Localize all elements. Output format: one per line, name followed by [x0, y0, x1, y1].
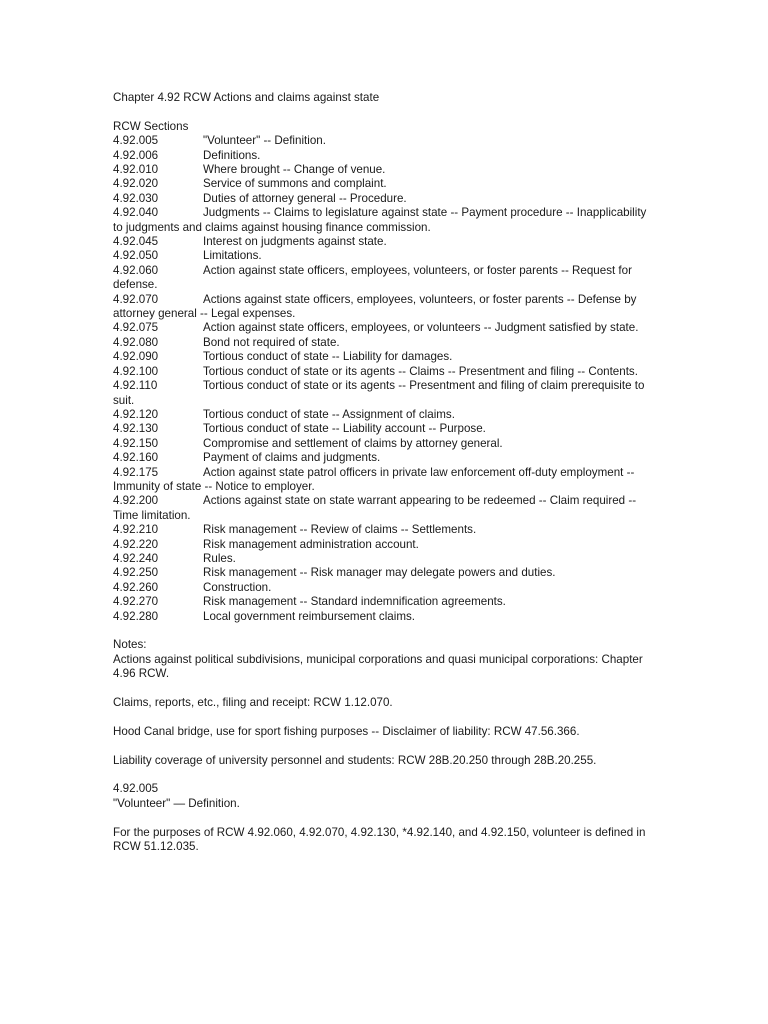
section-row — [113, 451, 653, 465]
section-row — [113, 350, 653, 364]
section-row — [113, 408, 653, 422]
section-title: Risk management administration account. — [203, 537, 419, 551]
section-row — [113, 149, 653, 163]
section-title: Tortious conduct of state -- Liability account -- Purpose. — [203, 422, 486, 436]
section-number: 4.92.200 — [113, 494, 159, 508]
section-title: Risk management -- Risk manager may delegate powers and duties. — [203, 566, 556, 580]
section-number: 4.92.005 — [113, 134, 159, 148]
section-row — [113, 466, 653, 495]
section-row — [113, 566, 653, 580]
section-title: Risk management -- Standard indemnification agreements. — [203, 595, 506, 609]
section-title: Interest on judgments against state. — [203, 235, 387, 249]
section-number: 4.92.060 — [113, 263, 159, 277]
section-row — [113, 523, 653, 537]
section-title: "Volunteer" -- Definition. — [203, 134, 326, 148]
section-row — [113, 552, 653, 566]
section-title: Compromise and settlement of claims by attorney general. — [203, 436, 503, 450]
section-number: 4.92.210 — [113, 523, 159, 537]
section-title: Where brought -- Change of venue. — [203, 163, 386, 177]
section-number: 4.92.075 — [113, 321, 159, 335]
section-number: 4.92.110 — [113, 379, 158, 393]
section-row — [113, 365, 653, 379]
section-title: Tortious conduct of state or its agents -- Presentment and filing of claim prerequisite to suit. — [113, 379, 645, 407]
section-title: Tortious conduct of state -- Assignment of claims. — [203, 407, 455, 421]
section-row — [113, 422, 653, 436]
section-number: 4.92.240 — [113, 551, 159, 565]
section-title: Definitions. — [203, 148, 261, 162]
section-title: Risk management -- Review of claims -- Settlements. — [203, 523, 477, 537]
section-title: Payment of claims and judgments. — [203, 451, 381, 465]
section-row — [113, 437, 653, 451]
section-title: Tortious conduct of state or its agents -- Claims -- Presentment and filing -- Contents. — [203, 364, 638, 378]
section-row — [113, 538, 653, 552]
section-number: 4.92.280 — [113, 609, 159, 623]
section-row — [113, 293, 653, 322]
sections-list — [113, 134, 653, 624]
section-number: 4.92.045 — [113, 235, 159, 249]
section-number: 4.92.100 — [113, 364, 159, 378]
document-content — [113, 91, 653, 854]
note-paragraph: Hood Canal bridge, use for sport fishing purposes -- Disclaimer of liability: RCW 47.56.366. — [113, 724, 580, 738]
section-number: 4.92.050 — [113, 249, 159, 263]
section-title: Action against state patrol officers in private law enforcement off-duty employment -- Immunity of state -- Notice to employer. — [113, 465, 635, 493]
section-number: 4.92.070 — [113, 292, 159, 306]
section-title: Actions against state on state warrant appearing to be redeemed -- Claim required -- Time limitation. — [113, 494, 637, 522]
section-number: 4.92.040 — [113, 206, 159, 220]
section-title: Limitations. — [203, 249, 262, 263]
note-paragraph: Liability coverage of university personnel and students: RCW 28B.20.250 through 28B.20.255. — [113, 753, 597, 767]
section-row — [113, 134, 653, 148]
section-title: Local government reimbursement claims. — [203, 609, 415, 623]
section-number: 4.92.270 — [113, 595, 159, 609]
section-row — [113, 581, 653, 595]
section-number: 4.92.260 — [113, 580, 159, 594]
section-row — [113, 264, 653, 293]
detail-section-body: For the purposes of RCW 4.92.060, 4.92.070, 4.92.130, *4.92.140, and 4.92.150, volunteer is defined in RCW 51.12.035. — [113, 825, 646, 854]
section-title: Actions against state officers, employees, volunteers, or foster parents -- Defense by attorney general -- Legal expenses. — [113, 292, 637, 321]
section-row — [113, 494, 653, 523]
section-title: Tortious conduct of state -- Liability for damages. — [203, 350, 453, 364]
section-title: Action against state officers, employees, or volunteers -- Judgment satisfied by state. — [203, 321, 639, 335]
section-number: 4.92.120 — [113, 407, 159, 421]
note-paragraph: Claims, reports, etc., filing and receipt: RCW 1.12.070. — [113, 696, 393, 710]
section-row — [113, 595, 653, 609]
detail-section-heading: "Volunteer" — Definition. — [113, 796, 240, 810]
section-title: Service of summons and complaint. — [203, 177, 387, 191]
section-row — [113, 249, 653, 263]
section-title: Rules. — [203, 551, 236, 565]
section-row — [113, 206, 653, 235]
note-paragraph: Actions against political subdivisions, municipal corporations and quasi municipal corporations: Chapter 4.96 RCW. — [113, 652, 643, 681]
section-number: 4.92.030 — [113, 191, 159, 205]
section-number: 4.92.010 — [113, 163, 159, 177]
detail-section-number: 4.92.005 — [113, 782, 159, 796]
sections-heading: RCW Sections — [113, 119, 189, 133]
section-number: 4.92.020 — [113, 177, 159, 191]
section-title: Duties of attorney general -- Procedure. — [203, 191, 407, 205]
section-title: Construction. — [203, 580, 272, 594]
section-row — [113, 379, 653, 408]
section-number: 4.92.130 — [113, 422, 159, 436]
section-number: 4.92.090 — [113, 350, 159, 364]
section-title: Action against state officers, employees, volunteers, or foster parents -- Request for defense. — [113, 263, 632, 292]
section-number: 4.92.006 — [113, 148, 159, 162]
section-number: 4.92.175 — [113, 465, 159, 479]
section-row — [113, 610, 653, 624]
section-number: 4.92.220 — [113, 537, 159, 551]
section-number: 4.92.250 — [113, 566, 159, 580]
section-row — [113, 321, 653, 335]
section-number: 4.92.160 — [113, 451, 159, 465]
section-row — [113, 163, 653, 177]
section-number: 4.92.150 — [113, 436, 159, 450]
chapter-title: Chapter 4.92 RCW Actions and claims against state — [113, 91, 380, 104]
section-row — [113, 192, 653, 206]
section-row — [113, 336, 653, 350]
section-title: Bond not required of state. — [203, 335, 340, 349]
section-row — [113, 177, 653, 191]
section-number: 4.92.080 — [113, 335, 159, 349]
section-row — [113, 235, 653, 249]
notes-heading: Notes: — [113, 638, 147, 652]
section-title: Judgments -- Claims to legislature against state -- Payment procedure -- Inapplicability to judgments and claims against housing finance commission. — [113, 206, 647, 234]
